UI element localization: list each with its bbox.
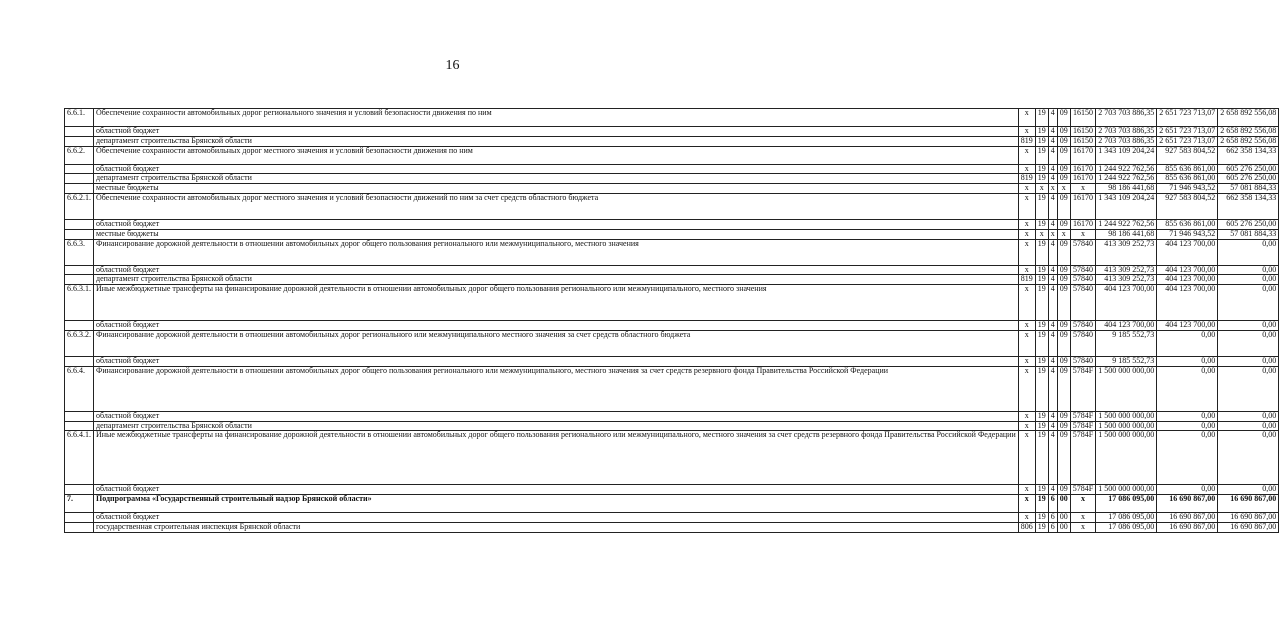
- cell-code-section: 09: [1057, 485, 1070, 495]
- table-row: [65, 136, 1279, 146]
- cell-value-year3: 0,00: [1218, 330, 1279, 356]
- cell-code-subprog: 4: [1048, 285, 1057, 321]
- cell-code-admin: x: [1018, 285, 1035, 321]
- cell-value-year1: 1 244 922 762,56: [1096, 174, 1157, 184]
- cell-code-admin: x: [1018, 321, 1035, 331]
- cell-value-year1: 404 123 700,00: [1096, 285, 1157, 321]
- cell-code-admin: x: [1018, 485, 1035, 495]
- cell-value-year3: 662 358 134,33: [1218, 146, 1279, 164]
- cell-value-year3: 605 276 250,00: [1218, 174, 1279, 184]
- cell-value-year1: 9 185 552,73: [1096, 356, 1157, 366]
- cell-code-subprog: 4: [1048, 411, 1057, 421]
- table-row: [65, 366, 1279, 411]
- cell-number: 6.6.2.: [65, 146, 94, 164]
- cell-value-year2: 404 123 700,00: [1157, 275, 1218, 285]
- cell-name: Подпрограмма «Государственный строительный надзор Брянской области»: [94, 495, 1019, 513]
- cell-value-year2: 2 651 723 713,07: [1157, 136, 1218, 146]
- cell-value-year3: 0,00: [1218, 366, 1279, 411]
- cell-value-year1: 1 500 000 000,00: [1096, 411, 1157, 421]
- cell-code-direction: 57840: [1070, 356, 1095, 366]
- cell-code-direction: x: [1070, 513, 1095, 523]
- cell-value-year2: 71 946 943,52: [1157, 184, 1218, 194]
- cell-name: департамент строительства Брянской области: [94, 421, 1019, 431]
- cell-code-subprog: 4: [1048, 239, 1057, 265]
- cell-code-direction: 16170: [1070, 174, 1095, 184]
- cell-value-year3: 662 358 134,33: [1218, 193, 1279, 219]
- cell-value-year2: 16 690 867,00: [1157, 513, 1218, 523]
- cell-code-direction: 16150: [1070, 109, 1095, 127]
- cell-code-direction: x: [1070, 522, 1095, 532]
- cell-code-subprog: 4: [1048, 109, 1057, 127]
- cell-name: Финансирование дорожной деятельности в отношении автомобильных дорог регионального или межмуниципального местного значения за счет средств областного бюджета: [94, 330, 1019, 356]
- cell-code-section: 09: [1057, 174, 1070, 184]
- cell-code-subprog: 4: [1048, 356, 1057, 366]
- cell-code-gp: 19: [1035, 356, 1048, 366]
- cell-value-year3: 605 276 250,00: [1218, 219, 1279, 229]
- cell-value-year3: 0,00: [1218, 431, 1279, 485]
- cell-code-subprog: x: [1048, 229, 1057, 239]
- cell-code-gp: 19: [1035, 219, 1048, 229]
- cell-number: 6.6.3.: [65, 239, 94, 265]
- cell-code-admin: 819: [1018, 275, 1035, 285]
- cell-code-admin: x: [1018, 127, 1035, 137]
- cell-number: [65, 513, 94, 523]
- cell-number: 6.6.3.1.: [65, 285, 94, 321]
- cell-value-year1: 1 343 109 204,24: [1096, 146, 1157, 164]
- cell-name: Обеспечение сохранности автомобильных дорог регионального значения и условий безопасности движения по ним: [94, 109, 1019, 127]
- cell-name: Обеспечение сохранности автомобильных дорог местного значения и условий безопасности движения по ним: [94, 146, 1019, 164]
- cell-name: Финансирование дорожной деятельности в отношении автомобильных дорог общего пользования регионального или межмуниципального, местного значения: [94, 239, 1019, 265]
- cell-code-section: 09: [1057, 127, 1070, 137]
- cell-code-section: 09: [1057, 421, 1070, 431]
- cell-number: [65, 174, 94, 184]
- cell-code-section: 09: [1057, 146, 1070, 164]
- cell-value-year1: 413 309 252,73: [1096, 275, 1157, 285]
- cell-code-direction: 5784F: [1070, 431, 1095, 485]
- cell-code-gp: 19: [1035, 164, 1048, 174]
- cell-code-direction: 16150: [1070, 127, 1095, 137]
- cell-name: Иные межбюджетные трансферты на финансирование дорожной деятельности в отношении автомобильных дорог общего пользования регионального или межмуниципального, местного значения за счет средств резервного фонда Правительства Российской Федерации: [94, 431, 1019, 485]
- cell-value-year3: 2 658 892 556,08: [1218, 109, 1279, 127]
- cell-name: областной бюджет: [94, 485, 1019, 495]
- cell-code-section: x: [1057, 184, 1070, 194]
- cell-value-year2: 404 123 700,00: [1157, 239, 1218, 265]
- cell-number: [65, 164, 94, 174]
- cell-code-subprog: 4: [1048, 321, 1057, 331]
- cell-code-direction: 16170: [1070, 164, 1095, 174]
- cell-code-gp: 19: [1035, 146, 1048, 164]
- cell-value-year2: 0,00: [1157, 356, 1218, 366]
- cell-name: Иные межбюджетные трансферты на финансирование дорожной деятельности в отношении автомобильных дорог общего пользования регионального или межмуниципального, местного значения: [94, 285, 1019, 321]
- cell-code-direction: 5784F: [1070, 485, 1095, 495]
- table-row: [65, 239, 1279, 265]
- table-row: [65, 229, 1279, 239]
- cell-code-admin: x: [1018, 356, 1035, 366]
- cell-code-direction: 57840: [1070, 321, 1095, 331]
- cell-number: [65, 127, 94, 137]
- cell-code-gp: 19: [1035, 265, 1048, 275]
- cell-code-admin: x: [1018, 431, 1035, 485]
- cell-value-year3: 0,00: [1218, 411, 1279, 421]
- cell-value-year2: 2 651 723 713,07: [1157, 127, 1218, 137]
- cell-code-subprog: 4: [1048, 193, 1057, 219]
- cell-code-admin: x: [1018, 513, 1035, 523]
- cell-number: [65, 522, 94, 532]
- cell-value-year2: 855 636 861,00: [1157, 174, 1218, 184]
- cell-code-section: 09: [1057, 431, 1070, 485]
- cell-code-section: 00: [1057, 513, 1070, 523]
- cell-code-subprog: x: [1048, 184, 1057, 194]
- cell-code-subprog: 4: [1048, 330, 1057, 356]
- cell-code-admin: x: [1018, 265, 1035, 275]
- cell-code-direction: 57840: [1070, 239, 1095, 265]
- cell-value-year3: 0,00: [1218, 485, 1279, 495]
- cell-value-year2: 404 123 700,00: [1157, 285, 1218, 321]
- cell-code-admin: 806: [1018, 522, 1035, 532]
- cell-value-year2: 16 690 867,00: [1157, 495, 1218, 513]
- cell-name: местные бюджеты: [94, 229, 1019, 239]
- cell-code-subprog: 4: [1048, 485, 1057, 495]
- cell-code-subprog: 4: [1048, 174, 1057, 184]
- cell-value-year3: 2 658 892 556,08: [1218, 136, 1279, 146]
- table-row: [65, 184, 1279, 194]
- cell-value-year2: 0,00: [1157, 485, 1218, 495]
- cell-name: областной бюджет: [94, 127, 1019, 137]
- cell-value-year1: 413 309 252,73: [1096, 265, 1157, 275]
- cell-code-subprog: 6: [1048, 522, 1057, 532]
- cell-code-gp: 19: [1035, 109, 1048, 127]
- cell-code-subprog: 4: [1048, 146, 1057, 164]
- cell-code-direction: 16170: [1070, 146, 1095, 164]
- cell-code-direction: 57840: [1070, 275, 1095, 285]
- cell-code-gp: 19: [1035, 411, 1048, 421]
- cell-name: департамент строительства Брянской области: [94, 174, 1019, 184]
- cell-code-gp: 19: [1035, 485, 1048, 495]
- cell-value-year1: 1 343 109 204,24: [1096, 193, 1157, 219]
- cell-code-admin: x: [1018, 411, 1035, 421]
- cell-code-section: 09: [1057, 321, 1070, 331]
- cell-value-year2: 0,00: [1157, 330, 1218, 356]
- cell-code-section: x: [1057, 229, 1070, 239]
- cell-code-section: 09: [1057, 239, 1070, 265]
- cell-number: [65, 265, 94, 275]
- cell-code-subprog: 6: [1048, 513, 1057, 523]
- cell-code-gp: 19: [1035, 366, 1048, 411]
- cell-number: [65, 184, 94, 194]
- table-row: [65, 285, 1279, 321]
- cell-value-year3: 0,00: [1218, 356, 1279, 366]
- cell-code-direction: 57840: [1070, 285, 1095, 321]
- table-row: [65, 356, 1279, 366]
- table-row: [65, 321, 1279, 331]
- cell-code-gp: 19: [1035, 522, 1048, 532]
- cell-name: Обеспечение сохранности автомобильных дорог местного значения и условий безопасности движений по ним за счет средств областного бюджета: [94, 193, 1019, 219]
- cell-name: областной бюджет: [94, 513, 1019, 523]
- cell-value-year2: 927 583 804,52: [1157, 146, 1218, 164]
- cell-number: 6.6.3.2.: [65, 330, 94, 356]
- cell-value-year3: 16 690 867,00: [1218, 495, 1279, 513]
- cell-code-subprog: 4: [1048, 431, 1057, 485]
- cell-value-year3: 0,00: [1218, 239, 1279, 265]
- cell-value-year2: 16 690 867,00: [1157, 522, 1218, 532]
- cell-code-gp: 19: [1035, 321, 1048, 331]
- cell-code-admin: x: [1018, 193, 1035, 219]
- cell-value-year3: 0,00: [1218, 285, 1279, 321]
- cell-code-section: 09: [1057, 285, 1070, 321]
- cell-code-subprog: 4: [1048, 219, 1057, 229]
- cell-number: 6.6.1.: [65, 109, 94, 127]
- cell-number: [65, 356, 94, 366]
- table-row: [65, 219, 1279, 229]
- cell-value-year1: 1 244 922 762,56: [1096, 219, 1157, 229]
- cell-code-section: 09: [1057, 330, 1070, 356]
- cell-name: департамент строительства Брянской области: [94, 136, 1019, 146]
- cell-value-year2: 71 946 943,52: [1157, 229, 1218, 239]
- table-row: [65, 411, 1279, 421]
- cell-value-year1: 404 123 700,00: [1096, 321, 1157, 331]
- cell-value-year1: 1 500 000 000,00: [1096, 421, 1157, 431]
- cell-code-gp: 19: [1035, 193, 1048, 219]
- cell-name: областной бюджет: [94, 411, 1019, 421]
- cell-value-year2: 404 123 700,00: [1157, 265, 1218, 275]
- cell-name: областной бюджет: [94, 356, 1019, 366]
- cell-name: Финансирование дорожной деятельности в отношении автомобильных дорог общего пользования регионального или межмуниципального, местного значения за счет средств резервного фонда Правительства Российской Федерации: [94, 366, 1019, 411]
- cell-code-gp: 19: [1035, 285, 1048, 321]
- cell-number: [65, 321, 94, 331]
- cell-code-admin: 819: [1018, 136, 1035, 146]
- cell-code-direction: 57840: [1070, 265, 1095, 275]
- cell-code-direction: x: [1070, 495, 1095, 513]
- cell-value-year1: 17 086 095,00: [1096, 513, 1157, 523]
- cell-code-section: 09: [1057, 265, 1070, 275]
- cell-value-year3: 0,00: [1218, 321, 1279, 331]
- cell-code-admin: x: [1018, 421, 1035, 431]
- cell-code-subprog: 4: [1048, 164, 1057, 174]
- table-row: [65, 109, 1279, 127]
- cell-code-subprog: 4: [1048, 366, 1057, 411]
- cell-code-subprog: 4: [1048, 127, 1057, 137]
- cell-number: [65, 229, 94, 239]
- cell-value-year2: 404 123 700,00: [1157, 321, 1218, 331]
- cell-value-year1: 1 500 000 000,00: [1096, 485, 1157, 495]
- cell-value-year2: 0,00: [1157, 366, 1218, 411]
- cell-value-year2: 0,00: [1157, 421, 1218, 431]
- cell-number: [65, 219, 94, 229]
- cell-code-admin: x: [1018, 146, 1035, 164]
- cell-value-year3: 57 081 884,33: [1218, 184, 1279, 194]
- cell-code-direction: 16170: [1070, 193, 1095, 219]
- cell-code-gp: 19: [1035, 275, 1048, 285]
- cell-code-subprog: 6: [1048, 495, 1057, 513]
- cell-code-gp: 19: [1035, 330, 1048, 356]
- cell-code-admin: x: [1018, 495, 1035, 513]
- cell-value-year2: 2 651 723 713,07: [1157, 109, 1218, 127]
- cell-code-section: 00: [1057, 522, 1070, 532]
- cell-code-gp: 19: [1035, 421, 1048, 431]
- cell-code-section: 00: [1057, 495, 1070, 513]
- cell-code-admin: x: [1018, 164, 1035, 174]
- cell-name: областной бюджет: [94, 321, 1019, 331]
- cell-value-year1: 2 703 703 886,35: [1096, 109, 1157, 127]
- cell-code-direction: 57840: [1070, 330, 1095, 356]
- cell-number: [65, 411, 94, 421]
- cell-value-year1: 98 186 441,68: [1096, 229, 1157, 239]
- cell-code-section: 09: [1057, 411, 1070, 421]
- cell-number: 6.6.4.: [65, 366, 94, 411]
- cell-value-year2: 855 636 861,00: [1157, 164, 1218, 174]
- cell-value-year1: 1 244 922 762,56: [1096, 164, 1157, 174]
- cell-code-admin: x: [1018, 330, 1035, 356]
- cell-code-gp: 19: [1035, 239, 1048, 265]
- cell-code-section: 09: [1057, 275, 1070, 285]
- table-row: [65, 522, 1279, 532]
- cell-code-gp: x: [1035, 229, 1048, 239]
- cell-value-year3: 16 690 867,00: [1218, 522, 1279, 532]
- cell-name: государственная строительная инспекция Брянской области: [94, 522, 1019, 532]
- cell-value-year2: 927 583 804,52: [1157, 193, 1218, 219]
- table-row: [65, 495, 1279, 513]
- cell-name: местные бюджеты: [94, 184, 1019, 194]
- cell-value-year1: 413 309 252,73: [1096, 239, 1157, 265]
- cell-code-section: 09: [1057, 366, 1070, 411]
- cell-code-direction: x: [1070, 229, 1095, 239]
- cell-value-year1: 2 703 703 886,35: [1096, 136, 1157, 146]
- cell-code-subprog: 4: [1048, 136, 1057, 146]
- cell-code-admin: x: [1018, 239, 1035, 265]
- cell-value-year2: 855 636 861,00: [1157, 219, 1218, 229]
- cell-value-year1: 9 185 552,73: [1096, 330, 1157, 356]
- cell-value-year3: 0,00: [1218, 275, 1279, 285]
- cell-code-direction: 16150: [1070, 136, 1095, 146]
- cell-value-year3: 0,00: [1218, 265, 1279, 275]
- cell-value-year3: 605 276 250,00: [1218, 164, 1279, 174]
- cell-name: департамент строительства Брянской области: [94, 275, 1019, 285]
- table-row: [65, 513, 1279, 523]
- cell-code-subprog: 4: [1048, 265, 1057, 275]
- cell-value-year1: 17 086 095,00: [1096, 522, 1157, 532]
- table-row: [65, 146, 1279, 164]
- cell-value-year1: 98 186 441,68: [1096, 184, 1157, 194]
- cell-code-admin: x: [1018, 366, 1035, 411]
- cell-value-year1: 2 703 703 886,35: [1096, 127, 1157, 137]
- cell-code-direction: 5784F: [1070, 421, 1095, 431]
- cell-code-gp: 19: [1035, 127, 1048, 137]
- cell-code-section: 09: [1057, 136, 1070, 146]
- budget-table: [64, 108, 1279, 533]
- page-number: 16: [445, 58, 460, 73]
- cell-code-section: 09: [1057, 193, 1070, 219]
- cell-number: [65, 136, 94, 146]
- cell-code-gp: 19: [1035, 431, 1048, 485]
- cell-code-admin: x: [1018, 229, 1035, 239]
- cell-code-section: 09: [1057, 109, 1070, 127]
- table-row: [65, 431, 1279, 485]
- cell-value-year3: 57 081 884,33: [1218, 229, 1279, 239]
- cell-value-year2: 0,00: [1157, 431, 1218, 485]
- cell-code-section: 09: [1057, 219, 1070, 229]
- cell-code-section: 09: [1057, 356, 1070, 366]
- cell-name: областной бюджет: [94, 219, 1019, 229]
- cell-value-year3: 16 690 867,00: [1218, 513, 1279, 523]
- cell-value-year3: 0,00: [1218, 421, 1279, 431]
- cell-code-subprog: 4: [1048, 275, 1057, 285]
- cell-code-gp: 19: [1035, 495, 1048, 513]
- cell-name: областной бюджет: [94, 164, 1019, 174]
- cell-number: 6.6.2.1.: [65, 193, 94, 219]
- cell-code-admin: x: [1018, 219, 1035, 229]
- cell-code-admin: x: [1018, 109, 1035, 127]
- cell-number: 7.: [65, 495, 94, 513]
- cell-code-gp: 19: [1035, 174, 1048, 184]
- cell-value-year1: 17 086 095,00: [1096, 495, 1157, 513]
- cell-code-gp: x: [1035, 184, 1048, 194]
- cell-value-year3: 2 658 892 556,08: [1218, 127, 1279, 137]
- table-row: [65, 127, 1279, 137]
- cell-number: 6.6.4.1.: [65, 431, 94, 485]
- cell-code-direction: x: [1070, 184, 1095, 194]
- cell-code-subprog: 4: [1048, 421, 1057, 431]
- cell-code-direction: 16170: [1070, 219, 1095, 229]
- cell-code-admin: x: [1018, 184, 1035, 194]
- cell-value-year1: 1 500 000 000,00: [1096, 431, 1157, 485]
- cell-code-gp: 19: [1035, 513, 1048, 523]
- table-row: [65, 193, 1279, 219]
- cell-code-direction: 5784F: [1070, 411, 1095, 421]
- table-row: [65, 330, 1279, 356]
- cell-code-direction: 5784F: [1070, 366, 1095, 411]
- cell-code-gp: 19: [1035, 136, 1048, 146]
- cell-value-year2: 0,00: [1157, 411, 1218, 421]
- cell-value-year1: 1 500 000 000,00: [1096, 366, 1157, 411]
- cell-code-section: 09: [1057, 164, 1070, 174]
- cell-name: областной бюджет: [94, 265, 1019, 275]
- table-row: [65, 174, 1279, 184]
- cell-code-admin: 819: [1018, 174, 1035, 184]
